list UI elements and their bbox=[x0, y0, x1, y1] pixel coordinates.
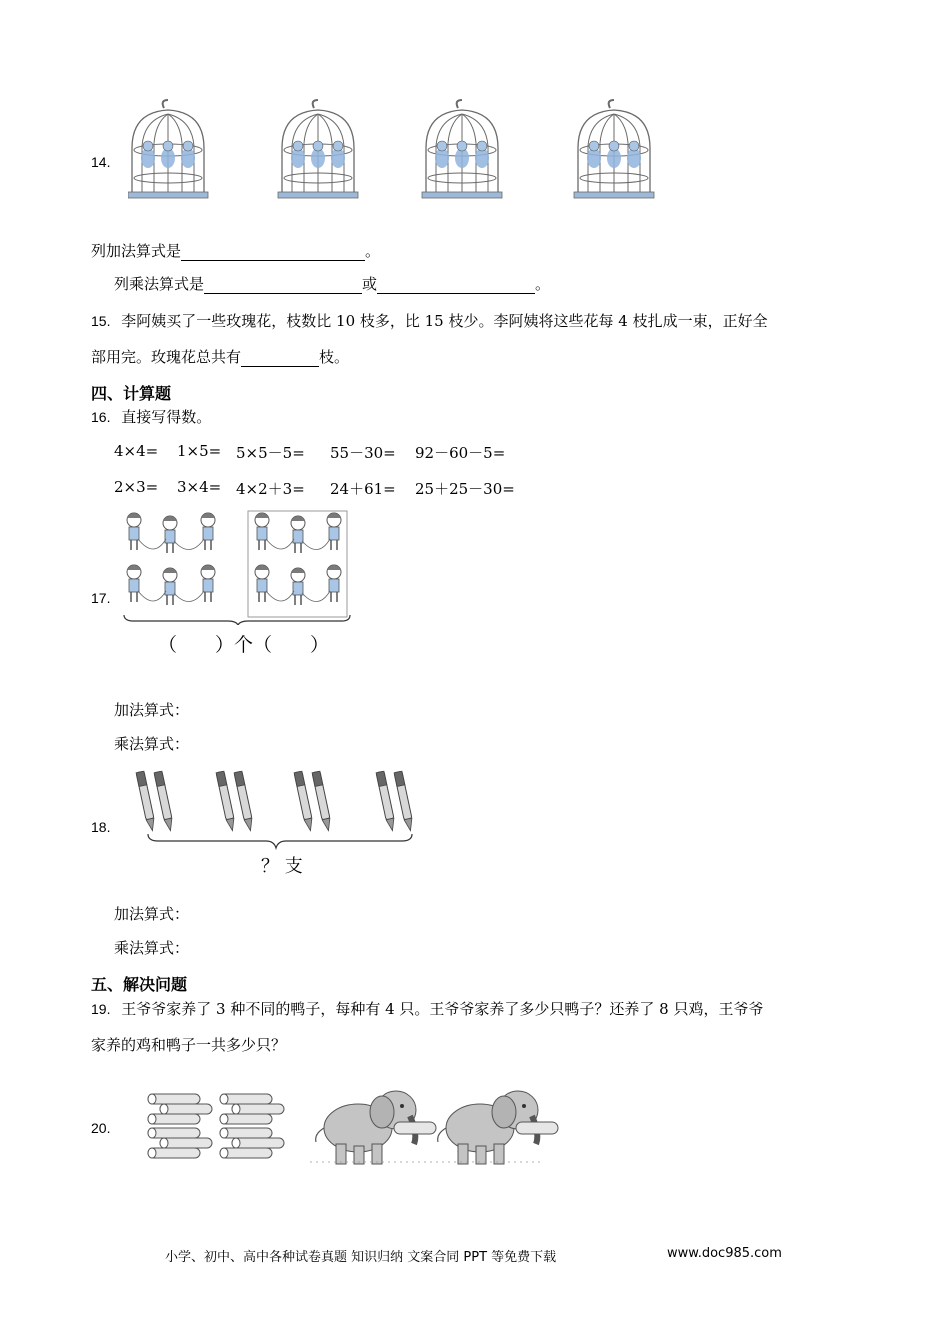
calc-item: 5×5－5= bbox=[236, 444, 305, 462]
calc-item: 92－60－5= bbox=[415, 444, 506, 462]
q19-line2: 家养的鸡和鸭子一共多少只？ bbox=[91, 1036, 287, 1054]
cage-1 bbox=[128, 100, 208, 198]
calc-item: 25＋25－30= bbox=[415, 480, 515, 498]
q16-title: 16. 直接写得数。 bbox=[91, 408, 212, 426]
answer-blank[interactable] bbox=[181, 244, 365, 261]
q14-addition-line: 列加法算式是 。 bbox=[91, 242, 381, 260]
q17-children-figure bbox=[120, 507, 352, 629]
calc-item: 4×2＋3= bbox=[236, 480, 305, 498]
cage-4 bbox=[574, 100, 654, 198]
footer-site-link[interactable]: www.doc985.com bbox=[667, 1246, 782, 1261]
calc-item: 4×4= bbox=[114, 442, 159, 460]
q14-multiplication-line: 列乘法算式是 或 。 bbox=[114, 275, 551, 293]
section-title: 五、解决问题 bbox=[91, 975, 188, 994]
cage-2 bbox=[278, 100, 358, 198]
calc-item: 3×4= bbox=[177, 478, 222, 496]
q17-caption: （ ）个（ ） bbox=[158, 634, 330, 656]
calc-item: 55－30= bbox=[330, 444, 396, 462]
multiplication-label: 乘法算式： bbox=[114, 735, 190, 753]
q20-number: 20. bbox=[91, 1120, 111, 1136]
q18-caption: ？ 支 bbox=[261, 856, 303, 877]
answer-blank[interactable] bbox=[377, 277, 535, 294]
q18-pens-figure bbox=[130, 768, 420, 854]
addition-label: 加法算式： bbox=[114, 701, 190, 719]
calc-item: 24＋61= bbox=[330, 480, 396, 498]
q17-number: 17. bbox=[91, 590, 111, 606]
addition-label: 加法算式： bbox=[114, 905, 190, 923]
calc-item: 1×5= bbox=[177, 442, 222, 460]
q15-line1: 15. 李阿姨买了一些玫瑰花，枝数比 10 枝多，比 15 枝少。李阿姨将这些花每 4 枝扎成一束，正好全 bbox=[91, 312, 768, 330]
q20-elephants-figure bbox=[140, 1072, 560, 1172]
answer-blank[interactable] bbox=[241, 350, 319, 367]
answer-blank[interactable] bbox=[204, 277, 362, 294]
section-title: 四、计算题 bbox=[91, 384, 172, 403]
q18-number: 18. bbox=[91, 819, 111, 835]
q16-row-2 bbox=[0, 478, 950, 498]
q15-line2: 部用完。玫瑰花总共有 枝。 bbox=[91, 348, 350, 366]
q19-line1: 19. 王爷爷家养了 3 种不同的鸭子，每种有 4 只。王爷爷家养了多少只鸭子？还养了 8 只鸡，王爷爷 bbox=[91, 1000, 764, 1018]
q14-cages-figure bbox=[128, 98, 668, 207]
q14-number: 14. bbox=[91, 154, 111, 170]
footer-text: 小学、初中、高中各种试卷真题 知识归纳 文案合同 PPT 等免费下载 bbox=[165, 1250, 557, 1265]
calc-item: 2×3= bbox=[114, 478, 159, 496]
cage-3 bbox=[422, 100, 502, 198]
multiplication-label: 乘法算式： bbox=[114, 939, 190, 957]
q16-row-1 bbox=[0, 442, 950, 462]
